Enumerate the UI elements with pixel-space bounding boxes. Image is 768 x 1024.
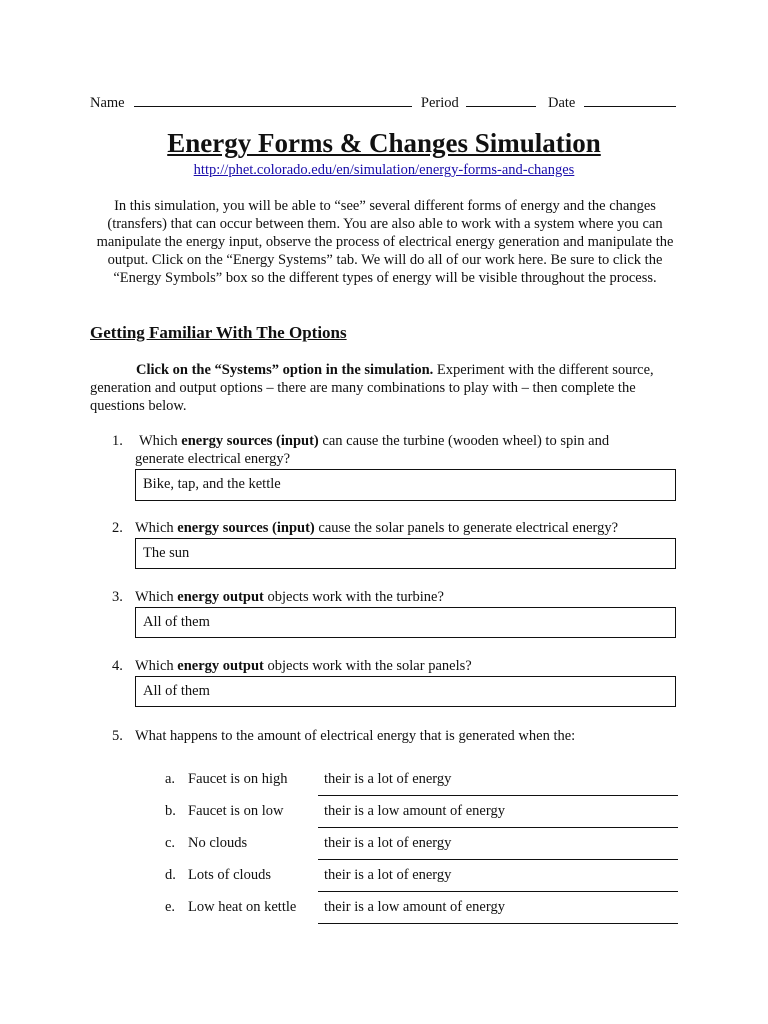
subquestion-letter: c. <box>165 835 176 851</box>
question-number: 5. <box>112 728 123 744</box>
subquestion-letter: a. <box>165 771 176 787</box>
subquestion-label: No clouds <box>188 835 248 851</box>
instructions-paragraph <box>90 361 680 415</box>
subquestion-a <box>165 768 680 800</box>
subquestion-b <box>165 800 680 832</box>
name-label: Name <box>90 95 125 111</box>
question-number: 3. <box>112 589 123 605</box>
section-heading: Getting Familiar With The Options <box>90 323 347 342</box>
page-title: Energy Forms & Changes Simulation <box>167 128 601 158</box>
answer-text: their is a lot of energy <box>324 771 452 787</box>
question-text: What happens to the amount of electrical energy that is generated when the: <box>135 728 576 744</box>
subquestion-answer-line[interactable] <box>318 896 678 924</box>
date-label: Date <box>547 95 576 111</box>
subquestion-answer-line[interactable] <box>318 864 678 892</box>
date-blank[interactable] <box>584 93 676 107</box>
simulation-link[interactable]: http://phet.colorado.edu/en/simulation/energy-forms-and-changes <box>193 162 575 178</box>
period-blank[interactable] <box>466 93 536 107</box>
answer-box-4[interactable] <box>135 676 676 707</box>
period-label: Period <box>420 95 459 111</box>
answer-box-3[interactable] <box>135 607 676 638</box>
answer-box-1[interactable] <box>135 469 676 501</box>
answer-box-2[interactable] <box>135 538 676 569</box>
subquestion-letter: e. <box>165 899 176 915</box>
answer-text: their is a lot of energy <box>324 867 452 883</box>
subquestion-label: Faucet is on low <box>188 803 284 819</box>
intro-paragraph: In this simulation, you will be able to “see” several different forms of energy and the changes (transfers) that can occur between them. You are also able to work with a system where you can manipulate the energy input, observe the process of electrical energy generation and manipulate the output. Click on the “Energy Systems” tab. We will do all of our work here. Be sure to click the “Energy Symbols” box so the different types of energy will be visible throughout the process. <box>96 198 674 286</box>
question-number: 2. <box>112 520 123 536</box>
question-number: 1. <box>112 433 123 449</box>
subquestion-answer-line[interactable] <box>318 768 678 796</box>
answer-text: Bike, tap, and the kettle <box>143 476 281 492</box>
question-text: Which energy sources (input) can cause the turbine (wooden wheel) to spin and generate electrical energy? <box>135 433 610 467</box>
subquestion-c <box>165 832 680 864</box>
question-number: 4. <box>112 658 123 674</box>
answer-text: their is a lot of energy <box>324 835 452 851</box>
subquestion-answer-line[interactable] <box>318 800 678 828</box>
instructions-rest: Experiment with the different source, generation and output options – there are many combinations to play with – then complete the questions below. <box>90 362 654 414</box>
subquestion-d <box>165 864 680 896</box>
subquestion-answer-line[interactable] <box>318 832 678 860</box>
answer-text: The sun <box>143 545 190 561</box>
subquestion-letter: d. <box>165 867 176 883</box>
instructions-bold: Click on the “Systems” option in the simulation. <box>136 362 434 378</box>
answer-text: All of them <box>143 614 210 630</box>
answer-text: All of them <box>143 683 210 699</box>
subquestion-letter: b. <box>165 803 176 819</box>
subquestion-label: Low heat on kettle <box>188 899 297 915</box>
answer-text: their is a low amount of energy <box>324 803 505 819</box>
name-blank[interactable] <box>134 93 412 107</box>
subquestion-e <box>165 896 680 928</box>
answer-text: their is a low amount of energy <box>324 899 505 915</box>
student-info-line <box>90 93 676 112</box>
question-text: Which energy output objects work with the solar panels? <box>135 658 472 674</box>
question-text: Which energy output objects work with the turbine? <box>135 589 444 605</box>
subquestion-label: Lots of clouds <box>188 867 271 883</box>
subquestion-label: Faucet is on high <box>188 771 288 787</box>
question-text: Which energy sources (input) cause the solar panels to generate electrical energy? <box>135 520 619 536</box>
